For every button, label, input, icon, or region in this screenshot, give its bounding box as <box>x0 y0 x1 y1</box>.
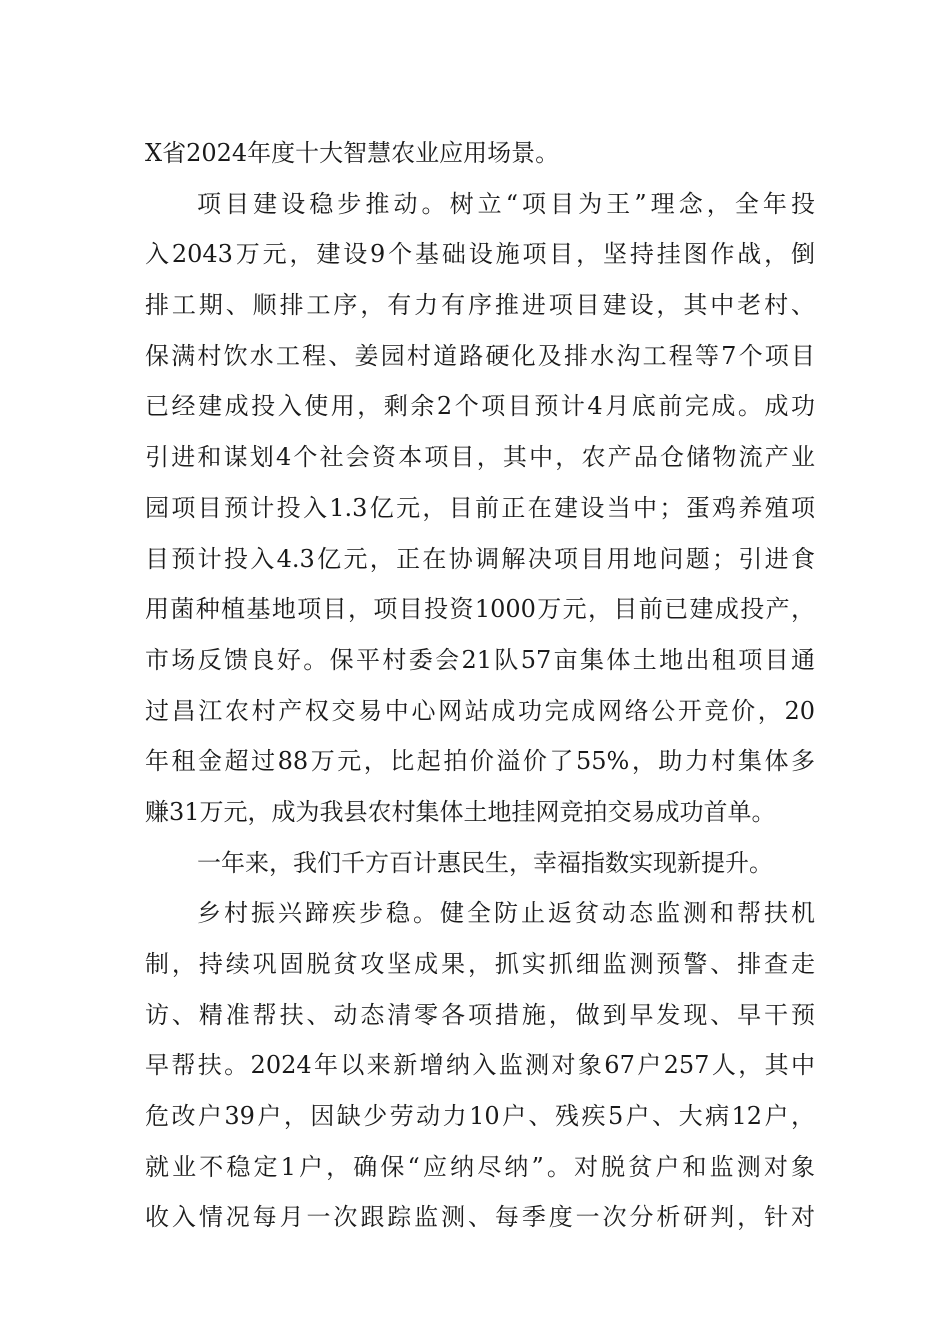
text-line: 收入情况每月一次跟踪监测、每季度一次分析研判，针对 <box>145 1203 815 1232</box>
text-line: 制，持续巩固脱贫攻坚成果，抓实抓细监测预警、排查走 <box>145 950 815 978</box>
text-line: 危改户39户，因缺少劳动力10户、残疾5户、大病12户， <box>145 1102 815 1131</box>
text-line: 园项目预计投入1.3亿元，目前正在建设当中；蛋鸡养殖项 <box>145 493 815 522</box>
text-line: 年租金超过88万元，比起拍价溢价了55%，助力村集体多 <box>145 747 815 776</box>
paragraph-first-line: 乡村振兴蹄疾步稳。健全防止返贫动态监测和帮扶机 <box>197 899 815 928</box>
text-line: 已经建成投入使用，剩余2个项目预计4月底前完成。成功 <box>145 392 815 421</box>
text-line: 目预计投入4.3亿元，正在协调解决项目用地问题；引进食 <box>145 544 815 573</box>
text-line: 访、精准帮扶、动态清零各项措施，做到早发现、早干预 <box>145 1000 815 1029</box>
text-line: 用菌种植基地项目，项目投资1000万元，目前已建成投产， <box>145 595 815 624</box>
text-line: 就业不稳定1户，确保“应纳尽纳”。对脱贫户和监测对象 <box>145 1152 815 1181</box>
text-line: X省2024年度十大智慧农业应用场景。 <box>145 139 560 167</box>
text-line: 保满村饮水工程、姜园村道路硬化及排水沟工程等7个项目 <box>145 341 815 370</box>
text-line: 过昌江农村产权交易中心网站成功完成网络公开竞价，20 <box>145 696 815 725</box>
text-line: 排工期、顺排工序，有力有序推进项目建设，其中老村、 <box>145 291 815 320</box>
text-line: 引进和谋划4个社会资本项目，其中，农产品仓储物流产业 <box>145 443 815 472</box>
text-line: 入2043万元，建设9个基础设施项目，坚持挂图作战，倒 <box>145 240 815 269</box>
document-body <box>145 128 815 1243</box>
paragraph-first-line: 项目建设稳步推动。树立“项目为王”理念，全年投 <box>197 189 815 218</box>
paragraph-first-line: 一年来，我们千方百计惠民生，幸福指数实现新提升。 <box>197 848 773 877</box>
text-line: 市场反馈良好。保平村委会21队57亩集体土地出租项目通 <box>145 645 815 674</box>
text-line: 赚31万元，成为我县农村集体土地挂网竞拍交易成功首单。 <box>145 797 776 826</box>
text-line: 早帮扶。2024年以来新增纳入监测对象67户257人，其中 <box>145 1051 815 1080</box>
